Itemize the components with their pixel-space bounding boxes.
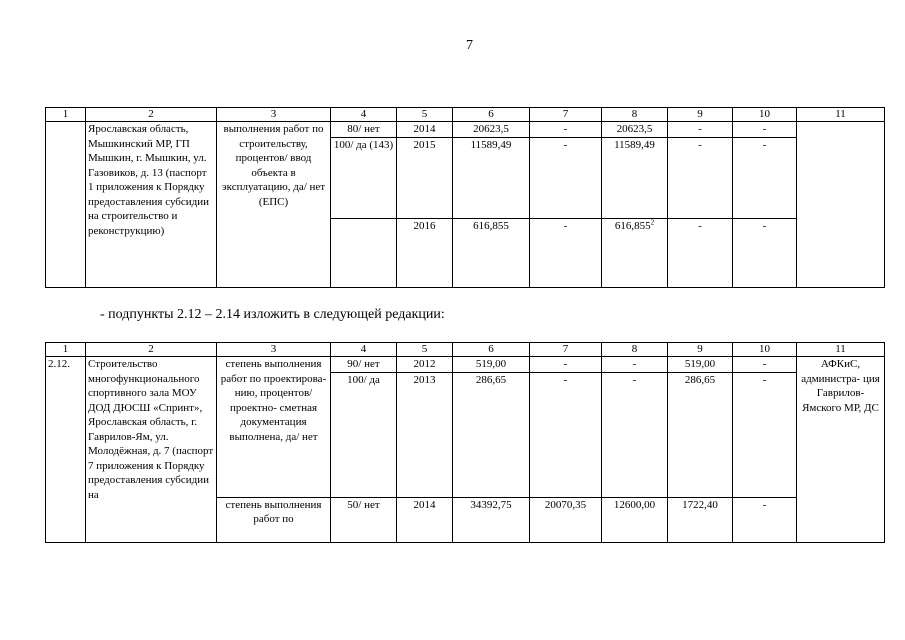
row-number-cell: 2.12. xyxy=(46,357,86,543)
cell-year: 2013 xyxy=(397,372,453,497)
col-header: 9 xyxy=(668,108,733,122)
object-cell: Строительство многофункционального спортивного зала МОУ ДОД ДЮСШ «Спринт», Ярославская область, г. Гаврилов-Ям, ул. Молодёжная, д. 7 (паспорт 7 приложения к Порядку предоставления субсидии на xyxy=(86,357,217,543)
col-header: 10 xyxy=(733,108,797,122)
cell-local: 519,00 xyxy=(668,357,733,373)
footnote-mark: 2 xyxy=(650,218,655,226)
cell-other: - xyxy=(733,218,797,287)
col-header: 8 xyxy=(602,343,668,357)
col-header: 9 xyxy=(668,343,733,357)
col-header: 3 xyxy=(217,108,331,122)
cell-local: - xyxy=(668,122,733,138)
cell-other: - xyxy=(733,122,797,138)
cell-regional xyxy=(602,218,668,287)
indicator-cell: степень выполнения работ по проектирова- нию, процентов/ проектно- сметная документация выполнена, да/ нет xyxy=(217,357,331,498)
col-header: 6 xyxy=(453,343,530,357)
cell-regional: - xyxy=(602,357,668,373)
cell-local: - xyxy=(668,137,733,218)
col-header: 7 xyxy=(530,343,602,357)
col-header: 5 xyxy=(397,108,453,122)
col-header: 3 xyxy=(217,343,331,357)
object-cell: Ярославская область, Мышкинский МР, ГП Мышкин, г. Мышкин, ул. Газовиков, д. 13 (паспорт 1 приложения к Порядку предоставления субсидии на строительство и реконструкцию) xyxy=(86,122,217,288)
col-header: 8 xyxy=(602,108,668,122)
regional-value: 616,855 xyxy=(614,219,651,232)
col-header: 10 xyxy=(733,343,797,357)
cell-total: 286,65 xyxy=(453,372,530,497)
cell-federal: - xyxy=(530,218,602,287)
col-header: 5 xyxy=(397,343,453,357)
cell-local: - xyxy=(668,218,733,287)
cell-federal: - xyxy=(530,137,602,218)
cell-federal: - xyxy=(530,372,602,497)
cell-target: 100/ да xyxy=(331,372,397,497)
col-header: 1 xyxy=(46,343,86,357)
cell-regional: 11589,49 xyxy=(602,137,668,218)
cell-local: 286,65 xyxy=(668,372,733,497)
page-number: 7 xyxy=(466,38,473,53)
col-header: 4 xyxy=(331,343,397,357)
col-header: 7 xyxy=(530,108,602,122)
cell-target xyxy=(331,218,397,287)
cell-target: 80/ нет xyxy=(331,122,397,138)
cell-federal: 20070,35 xyxy=(530,497,602,542)
cell-federal: - xyxy=(530,122,602,138)
row-number-cell xyxy=(46,122,86,288)
header-row xyxy=(46,108,885,122)
cell-regional: - xyxy=(602,372,668,497)
table-row xyxy=(46,122,885,138)
cell-total: 34392,75 xyxy=(453,497,530,542)
cell-federal: - xyxy=(530,357,602,373)
col-header: 2 xyxy=(86,108,217,122)
header-row xyxy=(46,343,885,357)
cell-regional: 12600,00 xyxy=(602,497,668,542)
cell-total: 519,00 xyxy=(453,357,530,373)
cell-regional: 20623,5 xyxy=(602,122,668,138)
cell-year: 2014 xyxy=(397,497,453,542)
cell-other: - xyxy=(733,372,797,497)
cell-other: - xyxy=(733,137,797,218)
cell-other: - xyxy=(733,357,797,373)
cell-total: 20623,5 xyxy=(453,122,530,138)
cell-year: 2014 xyxy=(397,122,453,138)
table-bottom xyxy=(45,342,885,543)
executor-cell xyxy=(797,122,885,288)
col-header: 6 xyxy=(453,108,530,122)
cell-year: 2016 xyxy=(397,218,453,287)
cell-year: 2015 xyxy=(397,137,453,218)
table-row xyxy=(46,357,885,373)
cell-year: 2012 xyxy=(397,357,453,373)
cell-target: 100/ да (143) xyxy=(331,137,397,218)
cell-local: 1722,40 xyxy=(668,497,733,542)
cell-total: 11589,49 xyxy=(453,137,530,218)
cell-target: 50/ нет xyxy=(331,497,397,542)
col-header: 4 xyxy=(331,108,397,122)
amendment-paragraph: - подпункты 2.12 – 2.14 изложить в следующей редакции: xyxy=(100,307,445,322)
indicator-cell: выполнения работ по строительству, процентов/ ввод объекта в эксплуатацию, да/ нет (ЕПС) xyxy=(217,122,331,288)
col-header: 2 xyxy=(86,343,217,357)
table-top xyxy=(45,107,885,288)
executor-cell: АФКиС, администра- ция Гаврилов- Ямского МР, ДС xyxy=(797,357,885,543)
col-header: 1 xyxy=(46,108,86,122)
indicator-cell: степень выполнения работ по xyxy=(217,497,331,542)
cell-total: 616,855 xyxy=(453,218,530,287)
cell-target: 90/ нет xyxy=(331,357,397,373)
col-header: 11 xyxy=(797,108,885,122)
cell-other: - xyxy=(733,497,797,542)
col-header: 11 xyxy=(797,343,885,357)
